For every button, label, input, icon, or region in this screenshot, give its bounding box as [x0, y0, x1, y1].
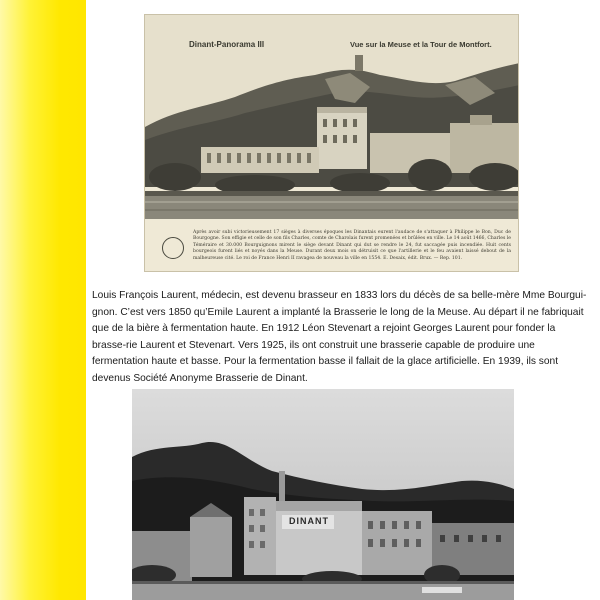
yellow-margin-band — [0, 0, 86, 600]
brewery-photo — [132, 389, 514, 600]
postcard-image — [144, 14, 519, 272]
dinant-sign-text: DINANT — [289, 516, 329, 526]
postcard-caption-right: Vue sur la Meuse et la Tour de Montfort. — [350, 40, 492, 49]
postcard-seal-icon — [162, 237, 184, 259]
brewery-photo-illustration — [132, 389, 514, 600]
postcard-history-text: Après avoir subi victorieusement 17 sièges à diverses époques les Dinantais eurent l'audace de s'attaquer à Philippe le Bon, Duc de Bourgogne. Son effigie et celle de son fils Charles, comte de Charolais furent promenées et brûlées en ville. Le 14 août 1466, Charles le Téméraire et 30.000 Bourguignons mirent le siège devant Dinant qui dut se rendre le 24, fut saccagée puis incendiée. Huit cents bourgeois furent liés et noyés dans la Meuse. Durant deux mois on détruisit ce que l'artillerie et le feu avaient laissé debout de la malheureuse cité. Le roi de France Henri II ravagea de nouveau la ville en 1554. E. Desaix, édit. Brux. — Rep. 101. — [193, 230, 511, 261]
postcard-caption-left: Dinant-Panorama III — [189, 40, 265, 49]
history-paragraph: Louis François Laurent, médecin, est devenu brasseur en 1833 lors du décès de sa belle-mère Mme Bourgui-gnon. C’est vers 1850 qu’Emile Laurent a implanté la Brasserie le long de la Meuse. Au départ il ne fabriquait que de la bière à fermentation haute. En 1912 Léon Stevenart a rejoint Georges Laurent pour fonder la brasse-rie Laurent et Stevenart. Vers 1925, ils ont construit une brasserie capable de produire une fermentation haute et basse. Pour la fermentation basse il fallait de la glace artificielle. En 1939, ils sont devenus Société Anonyme Brasserie de Dinant. — [92, 290, 587, 384]
